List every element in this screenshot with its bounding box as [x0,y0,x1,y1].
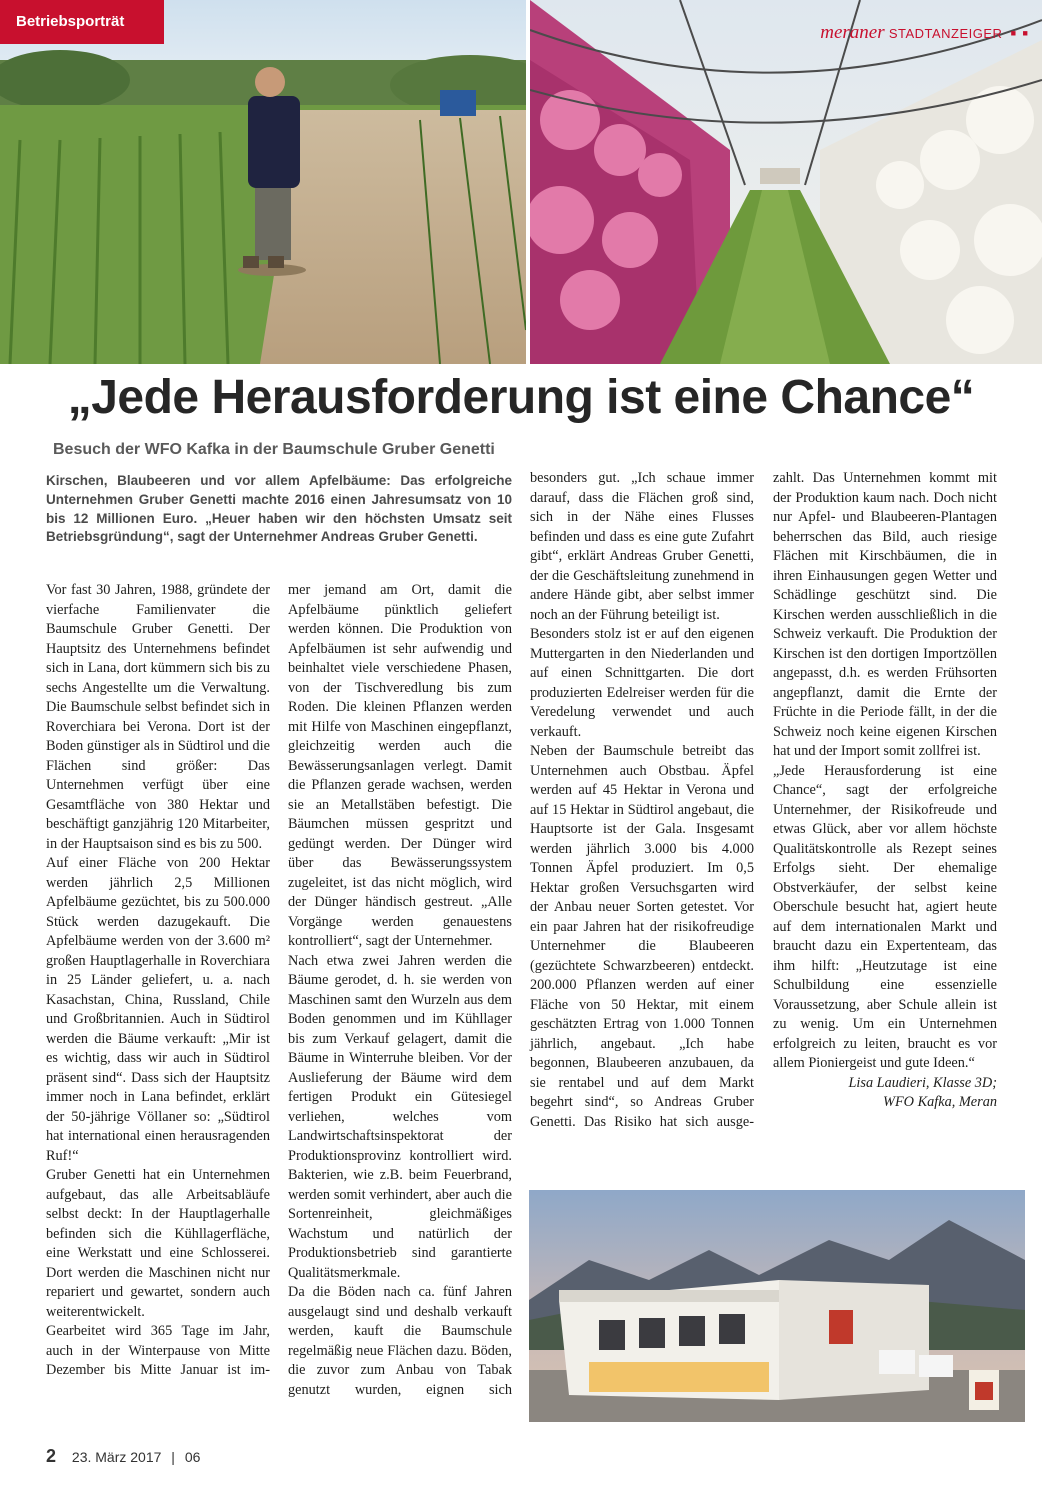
article-column-2 [288,581,512,1400]
page-footer [46,1446,200,1467]
footer-separator: | [171,1449,175,1465]
paragraph: Gruber Genetti hat ein Unternehmen aufgebaut, das alle Arbeitsabläufe selbst deckt: In der Hauptlagerhalle befinden sich die Kühllagerfläche, eine Werkstatt und eine Schlosserei. Dort werden die Maschinen nicht nur repariert und gewartet, sondern auch weiterentwickelt. [46,1167,270,1320]
paragraph: Da die Böden nach ca. fünf Jahren ausgelaugt sind und deshalb verkauft werden, kauft die Baumschule regelmäßig neue Flächen dazu. Böden, die zuvor zum Anbau von Tabak genutzt wurden, eignen sich [288,1284,512,1398]
paragraph: mer jemand am Ort, damit die Apfelbäume pünktlich geliefert werden können. Die Produktion von Apfelbäumen ist sehr aufwendig und beinhaltet viele verschiedene Phasen, von der Tischveredlung bis zum Roden. Die kleinen Pflanzen werden mit Hilfe von Maschinen eingepflanzt, gleichzeitig werden auch die Bewässerungsanlagen verlegt. Damit die Pflanzen gerade wachsen, werden sie an Metallstäben befestigt. Die Bäumchen müssen gespritzt und gedüngt werden. Der Dünger wird über das Bewässerungssystem zugeleitet, ist das nicht möglich, wird der Dünger händisch gestreut. „Alle Vorgänge werden genauestens kontrolliert“, sagt der Unternehmer. [288,582,512,949]
paragraph: Neben der Baumschule betreibt das Unternehmen auch Obstbau. Äpfel werden auf 45 Hektar in Verona und auf 15 Hektar in Südtirol angebaut, die Hauptsorte ist der Gala. Insgesamt werden jährlich 3.000 bis 4.000 Tonnen Äpfel produziert. Im 0,5 Hektar großen Versuchsgarten wird der Anbau neuer Sorten getestet. Vor ein paar Jahren hat der risikofreudige Unternehmer die Blaubeeren (gezüchtete Schwarzbeeren) entdeckt. 200.000 Pflanzen werden auf einer Fläche von 50 Hektar, mit einem geschätzten Ertrag von 1.000 Tonnen jährlich, angebaut. „Ich habe begonnen, Blaubeeren anzubauen, da sie rentabel und auf dem Markt begehrt sind“, so Andreas Gruber Genetti. Das Risiko hat sich ausge- [530,743,754,1130]
headline: „Jede Herausforderung ist eine Chance“ [67,371,975,424]
photo-company-building-at-dusk [529,1190,1025,1422]
author-signature-line-2: WFO Kafka, Meran [883,1094,997,1110]
photo-blossoming-orchard-rows [530,0,1042,364]
page-number: 2 [46,1446,57,1466]
paragraph: „Jede Herausforderung ist eine Chance“, sagt der erfolgreiche Unternehmer, der Risikofreude und etwas Glück, aber vor allem höchste Qualitätskontrolle als Rezept seines Erfolgs sieht. Der ehemalige Obstverkäufer, der selbst keine Oberschule besucht hat, agiert heute auf dem internationalen Markt und braucht dazu ein Expertenteam, das ihm hilft: „Heutzutage ist eine Schulbildung eine essenzielle Voraussetzung, aber Schule allein ist zu wenig. Um ein Unternehmen erfolgreich zu leiten, braucht es vor allem Pioniergeist und gute Ideen.“ [773,762,997,1071]
author-signature-line-1: Lisa Laudieri, Klasse 3D; [848,1074,997,1091]
paragraph: Auf einer Fläche von 200 Hektar werden jährlich 2,5 Millionen Apfelbäume gezüchtet, bis zu 500.000 Stück werden dazugekauft. Die Apfelbäume werden von der 3.600 m² großen Hauptlagerhalle in Roverchiara in 25 Länder geliefert, u. a. nach Kasachstan, China, Russland, Chile und Großbritannien. Auch in Südtirol werden die Bäume verkauft: „Mir ist es wichtig, dass wir auch in Südtirol präsent sind“. Dass sich der Hauptsitz immer noch in Lana befindet, erklärt der 50-jährige Völlaner so: „Südtirol hat international einen herausragenden Ruf!“ [46,855,270,1164]
section-tag: Betriebsporträt [0,0,164,44]
article-column-1 [46,581,270,1381]
paragraph: Besonders stolz ist er auf den eigenen Muttergarten in den Niederlanden und auf einen Schnittgarten. Die dort produzierten Edelreiser werden für die Veredelung verwendet und auch verkauft. [530,626,754,740]
masthead-brand: meraner [820,22,885,43]
issue-number: 06 [184,1449,201,1465]
photo-farmer-walking-in-tree-nursery [0,0,526,364]
paragraph: Nach etwa zwei Jahren werden die Bäume gerodet, d. h. sie werden von Maschinen samt den Wurzeln aus dem Boden genommen und im Kühllager bis zum Verkauf gelagert, damit die Bäume in Winterruhe bleiben. Vor der Auslieferung der Bäume wird dem fertigen Produkt ein Gütesiegel verliehen, welches vom Landwirtschaftsinspektorat der Produktionsprovinz kontrolliert wird. Bakterien, wie z.B. beim Feuerbrand, werden somit verhindert, aber auch die Sortenreinheit, gleichmäßiges Wachstum und natürlich der Produktionsbetrieb sind garantierte Qualitätsmerkmale. [288,952,512,1281]
subheadline: Besuch der WFO Kafka in der Baumschule Gruber Genetti [53,441,495,458]
masthead-brand-sub: STADTANZEIGER [888,26,1003,41]
issue-date: 23. März 2017 [71,1449,162,1465]
article-column-4 [773,469,997,1113]
masthead-dots: ■ ■ [1010,28,1030,38]
paragraph: Gearbeitet wird 365 Tage im Jahr, auch in der Winterpause von Mitte Dezember bis Mitte Januar ist im- [46,1323,270,1378]
paragraph: besonders gut. „Ich schaue immer darauf, dass die Flächen groß sind, sich in der Nähe eines Flusses befinden und dass es eine gute Zufahrt gibt“, erklärt Andreas Gruber Genetti, der die Geschäftsleitung zunehmend in andere Hände gibt, aber selbst immer noch an der Führung beteiligt ist. [530,470,754,623]
paragraph: zahlt. Das Unternehmen kommt mit der Produktion kaum nach. Doch nicht nur Apfel- und Blaubeeren-Plantagen beherrschen das Bild, auch riesige Flächen mit Kirschbäumen, die in ihren Einhausungen gegen Wetter und Schädlinge geschützt sind. Die Kirschen werden ausschließlich in die Schweiz verkauft. Die Produktion der Kirschen ist den dortigen Importzöllen angepasst, d.h. es werden Frühsorten angepflanzt, damit die Ernte der Früchte in die Periode fällt, in der die Schweiz noch keine eigenen Kirschen hat und der Import somit zollfrei ist. [773,470,997,759]
article-column-3 [530,469,754,1132]
paragraph: Vor fast 30 Jahren, 1988, gründete der vierfache Familienvater die Baumschule Gruber Genetti. Der Hauptsitz des Unternehmens befindet sich in Lana, dort kümmern sich bis zu sechs Angestellte um die Verwaltung. Die Baumschule selbst befindet sich in Roverchiara bei Verona. Dort ist der Boden günstiger als in Südtirol und die Flächen sind größer: Das Unternehmen verfügt über eine Gesamtfläche von 380 Hektar und beschäftigt ganzjährig 120 Mitarbeiter, in der Hauptsaison sind es bis zu 500. [46,582,270,852]
masthead-logo [820,22,1030,44]
lead-paragraph: Kirschen, Blaubeeren und vor allem Apfelbäume: Das erfolgreiche Unternehmen Gruber Genetti machte 2016 einen Jahresumsatz von 10 bis 12 Millionen Euro. „Heuer haben wir den höchsten Umsatz seit Betriebsgründung“, sagt der Unternehmer Andreas Gruber Genetti. [46,473,512,545]
